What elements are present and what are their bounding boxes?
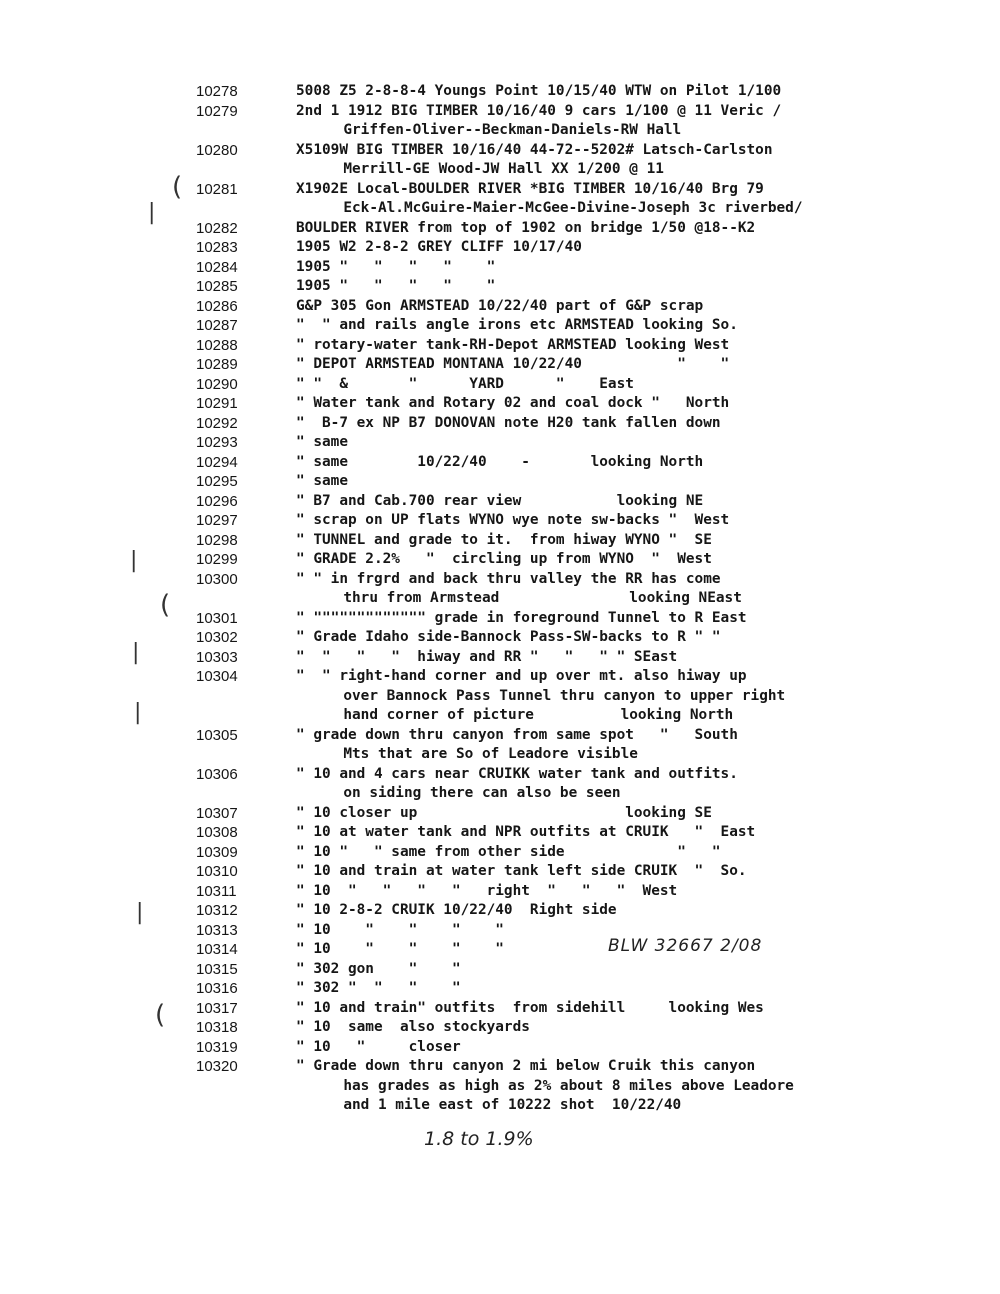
description-line: hand corner of picture looking North [326,707,734,723]
negative-number: 10302 [196,629,238,646]
description-line: " 10 same also stockyards [296,1019,530,1035]
entry-description [296,82,846,102]
negative-number: 10303 [196,648,238,666]
description-line: " 10 and train" outfits from sidehill looking Wes [296,999,764,1016]
entry-description [296,394,846,414]
description-line: " 302 gon " " [296,960,461,977]
entry-description [296,511,846,531]
entry-description [296,297,846,317]
description-line: thru from Armstead looking NEast [326,590,742,606]
description-line: " " & " YARD " East [296,375,634,392]
negative-number: 10278 [196,83,238,100]
entry-description [296,238,846,258]
negative-number: 10281 [196,180,238,198]
entry-description [296,804,846,824]
description-line: X5109W BIG TIMBER 10/16/40 44-72--5202# Latsch-Carlston [296,141,773,158]
negative-number: 10314 [196,941,238,958]
description-line: " Grade down thru canyon 2 mi below Cruik this canyon [296,1058,756,1074]
log-entry [196,550,846,570]
log-entry [196,570,846,609]
description-line: " TUNNEL and grade to it. from hiway WYNO " SE [296,531,712,548]
negative-number: 10280 [196,141,238,159]
entry-description [296,570,846,609]
negative-number: 10318 [196,1019,238,1036]
negative-number: 10315 [196,960,238,978]
log-entry [196,472,846,492]
negative-number: 10289 [196,356,238,373]
log-entry [196,375,846,395]
log-entry [196,628,846,648]
entry-description [296,316,846,336]
description-line: " """"""""""""" grade in foreground Tunnel to R East [296,609,747,626]
description-line: 1905 " " " " " [296,278,496,294]
description-line: " 10 and train at water tank left side CRUIK " So. [296,863,747,879]
negative-number: 10298 [196,531,238,549]
description-line: " same [296,434,348,450]
entry-description [296,336,846,356]
description-line: " grade down thru canyon from same spot " South [296,726,738,743]
negative-number: 10294 [196,453,238,471]
entry-description [296,472,846,492]
entry-description [296,219,846,239]
margin-line-mark: | [136,900,144,925]
negative-number: 10320 [196,1058,238,1075]
log-entry [196,433,846,453]
negative-number: 10292 [196,414,238,432]
entry-description [296,1038,846,1058]
entry-description [296,1057,846,1116]
negative-number: 10308 [196,824,238,841]
description-line: BOULDER RIVER from top of 1902 on bridge 1/50 @18--K2 [296,219,756,236]
log-entry [196,355,846,375]
entry-description [296,726,846,765]
log-entry [196,453,846,473]
entry-description [296,979,846,999]
negative-number: 10319 [196,1038,238,1056]
description-line: " 10 " " " " [296,921,504,938]
photo-log-list [196,82,846,1116]
log-entry [196,316,846,336]
handwritten-grade-note: 1.8 to 1.9% [424,1128,534,1150]
entry-description [296,960,846,980]
entry-description [296,492,846,512]
entry-description [296,628,846,648]
log-entry [196,102,846,141]
entry-description [296,648,846,668]
description-line: " 10 2-8-2 CRUIK 10/22/40 Right side [296,902,617,918]
log-entry [196,336,846,356]
log-entry [196,1057,846,1116]
entry-description [296,102,846,141]
log-entry [196,1018,846,1038]
handwritten-builder-note: BLW 32667 2/08 [608,936,763,956]
description-line: " 10 " closer [296,1038,461,1055]
description-line: " 10 and 4 cars near CRUIKK water tank and outfits. [296,765,738,782]
margin-line-mark: | [132,640,140,665]
margin-bracket-mark: ( [172,172,183,202]
negative-number: 10299 [196,551,238,568]
description-line: " 10 closer up looking SE [296,804,712,821]
negative-number: 10312 [196,902,238,919]
log-entry [196,726,846,765]
margin-line-mark: | [134,700,142,725]
entry-description [296,141,846,180]
description-line: " 10 at water tank and NPR outfits at CRUIK " East [296,824,756,840]
log-entry [196,531,846,551]
description-line: " " right-hand corner and up over mt. also hiway up [296,668,747,684]
negative-number: 10286 [196,297,238,315]
entry-description [296,901,846,921]
description-line: " DEPOT ARMSTEAD MONTANA 10/22/40 " " [296,356,730,372]
log-entry [196,141,846,180]
description-line: " Water tank and Rotary 02 and coal dock " North [296,395,730,411]
negative-number: 10316 [196,980,238,997]
description-line: " GRADE 2.2% " circling up from WYNO " West [296,551,712,567]
log-entry [196,999,846,1019]
log-entry [196,1038,846,1058]
description-line: " rotary-water tank-RH-Depot ARMSTEAD looking West [296,336,730,353]
description-line: 2nd 1 1912 BIG TIMBER 10/16/40 9 cars 1/100 @ 11 Veric / [296,102,782,119]
entry-description [296,862,846,882]
entry-description [296,258,846,278]
entry-description [296,433,846,453]
log-entry [196,862,846,882]
negative-number: 10293 [196,434,238,451]
negative-number: 10311 [196,882,237,900]
log-entry [196,609,846,629]
negative-number: 10296 [196,492,238,510]
log-entry [196,238,846,258]
description-line: Merrill-GE Wood-JW Hall XX 1/200 @ 11 [326,161,664,177]
log-entry [196,219,846,239]
negative-number: 10297 [196,512,238,529]
description-line: 1905 W2 2-8-2 GREY CLIFF 10/17/40 [296,239,582,255]
description-line: Mts that are So of Leadore visible [326,746,638,762]
description-line: " same [296,473,348,489]
description-line: " 10 " " same from other side " " [296,843,721,860]
negative-number: 10306 [196,765,238,783]
description-line: " " in frgrd and back thru valley the RR has come [296,570,721,587]
negative-number: 10317 [196,999,238,1017]
log-entry [196,901,846,921]
description-line: X1902E Local-BOULDER RIVER *BIG TIMBER 10/16/40 Brg 79 [296,180,764,197]
entry-description [296,531,846,551]
log-entry [196,843,846,863]
negative-number: 10283 [196,239,238,256]
entry-description [296,843,846,863]
log-entry [196,823,846,843]
negative-number: 10291 [196,395,238,412]
negative-number: 10284 [196,258,238,276]
negative-number: 10313 [196,921,238,939]
negative-number: 10310 [196,863,238,880]
description-line: and 1 mile east of 10222 shot 10/22/40 [326,1097,682,1113]
entry-description [296,609,846,629]
log-entry [196,648,846,668]
margin-line-mark: | [148,200,156,225]
entry-description [296,882,846,902]
log-entry [196,258,846,278]
entry-description [296,1018,846,1038]
negative-number: 10304 [196,668,238,685]
entry-description [296,999,846,1019]
description-line: " B-7 ex NP B7 DONOVAN note H20 tank fallen down [296,414,721,431]
margin-bracket-mark: ( [160,590,171,620]
negative-number: 10288 [196,336,238,354]
entry-description [296,355,846,375]
entry-description [296,940,846,960]
description-line: 1905 " " " " " [296,258,496,275]
description-line: G&P 305 Gon ARMSTEAD 10/22/40 part of G&P scrap [296,297,704,314]
negative-number: 10282 [196,219,238,237]
margin-line-mark: | [130,548,138,573]
negative-number: 10307 [196,804,238,822]
log-entry [196,180,846,219]
log-entry [196,82,846,102]
description-line: Eck-Al.McGuire-Maier-McGee-Divine-Joseph 3c riverbed/ [326,200,803,216]
entry-description [296,823,846,843]
description-line: " " and rails angle irons etc ARMSTEAD looking So. [296,317,738,333]
negative-number: 10301 [196,609,238,627]
description-line: " 10 " " " " [296,941,504,957]
negative-number: 10295 [196,473,238,490]
description-line: on siding there can also be seen [326,785,621,801]
entry-description [296,277,846,297]
log-entry [196,804,846,824]
negative-number: 10279 [196,102,238,120]
log-entry [196,297,846,317]
negative-number: 10300 [196,570,238,588]
log-entry [196,414,846,434]
description-line: over Bannock Pass Tunnel thru canyon to upper right [326,687,786,704]
negative-number: 10309 [196,843,238,861]
log-entry [196,394,846,414]
description-line: " " " " hiway and RR " " " " SEast [296,648,678,665]
log-entry [196,765,846,804]
log-entry [196,492,846,512]
log-entry [196,511,846,531]
log-entry [196,667,846,726]
description-line: " same 10/22/40 - looking North [296,453,704,470]
description-line: " 302 " " " " [296,980,461,996]
negative-number: 10305 [196,726,238,744]
entry-description [296,921,846,941]
description-line: has grades as high as 2% about 8 miles above Leadore [326,1077,794,1094]
description-line: Griffen-Oliver--Beckman-Daniels-RW Hall [326,122,682,138]
negative-number: 10287 [196,317,238,334]
description-line: " 10 " " " " right " " " West [296,882,678,899]
entry-description [296,414,846,434]
entry-description [296,180,846,219]
entry-description [296,667,846,726]
margin-bracket-mark: ( [155,1000,166,1030]
description-line: 5008 Z5 2-8-8-4 Youngs Point 10/15/40 WTW on Pilot 1/100 [296,83,782,99]
entry-description [296,550,846,570]
negative-number: 10285 [196,278,238,295]
description-line: " scrap on UP flats WYNO wye note sw-backs " West [296,512,730,528]
entry-description [296,375,846,395]
description-line: " Grade Idaho side-Bannock Pass-SW-backs to R " " [296,629,721,645]
entry-description [296,453,846,473]
log-entry [196,979,846,999]
log-entry [196,960,846,980]
entry-description [296,765,846,804]
description-line: " B7 and Cab.700 rear view looking NE [296,492,704,509]
log-entry [196,277,846,297]
log-entry [196,882,846,902]
negative-number: 10290 [196,375,238,393]
